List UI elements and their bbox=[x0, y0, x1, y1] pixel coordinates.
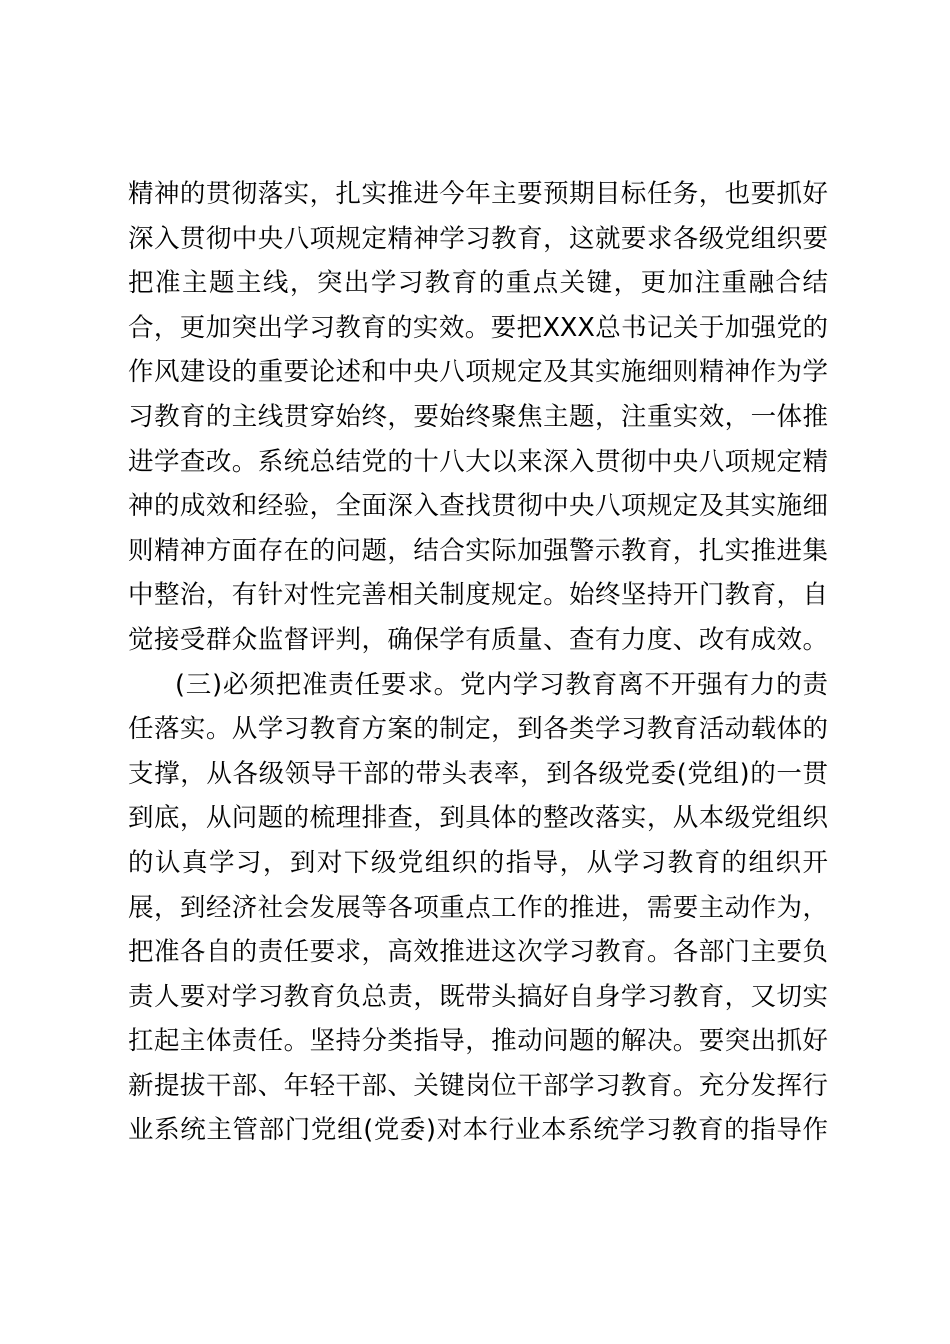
text-line: 到底，从问题的梳理排查，到具体的整改落实，从本级党组织 bbox=[128, 803, 828, 834]
text-line: 把准各自的责任要求，高效推进这次学习教育。各部门主要负 bbox=[128, 937, 828, 968]
text-line: 把准主题主线，突出学习教育的重点关键，更加注重融合结 bbox=[128, 268, 828, 299]
text-line: 的认真学习，到对下级党组织的指导，从学习教育的组织开 bbox=[128, 847, 828, 878]
paragraph-1 bbox=[128, 172, 828, 663]
text-line: 神的成效和经验，全面深入查找贯彻中央八项规定及其实施细 bbox=[128, 491, 828, 522]
text-line: 则精神方面存在的问题，结合实际加强警示教育，扎实推进集 bbox=[128, 535, 828, 566]
text-line: 觉接受群众监督评判，确保学有质量、查有力度、改有成效。 bbox=[128, 624, 828, 655]
body-text bbox=[128, 172, 828, 1153]
text-line: 扛起主体责任。坚持分类指导，推动问题的解决。要突出抓好 bbox=[128, 1026, 828, 1057]
text-line: 业系统主管部门党组(党委)对本行业本系统学习教育的指导作 bbox=[128, 1115, 828, 1146]
text-line: 新提拔干部、年轻干部、关键岗位干部学习教育。充分发挥行 bbox=[128, 1070, 828, 1101]
text-line: 责人要对学习教育负总责，既带头搞好自身学习教育，又切实 bbox=[128, 981, 828, 1012]
text-line: 展，到经济社会发展等各项重点工作的推进，需要主动作为， bbox=[128, 892, 828, 923]
text-line: 作风建设的重要论述和中央八项规定及其实施细则精神作为学 bbox=[128, 357, 828, 388]
text-line: 深入贯彻中央八项规定精神学习教育，这就要求各级党组织要 bbox=[128, 223, 828, 254]
text-line: 任落实。从学习教育方案的制定，到各类学习教育活动载体的 bbox=[128, 714, 828, 745]
paragraph-2 bbox=[128, 663, 828, 1154]
text-line: 进学查改。系统总结党的十八大以来深入贯彻中央八项规定精 bbox=[128, 446, 828, 477]
text-line: 精神的贯彻落实，扎实推进今年主要预期目标任务，也要抓好 bbox=[128, 179, 828, 209]
text-line: 合，更加突出学习教育的实效。要把XXX总书记关于加强党的 bbox=[128, 312, 828, 343]
text-line: 习教育的主线贯穿始终，要始终聚焦主题，注重实效，一体推 bbox=[128, 401, 828, 432]
text-line: (三)必须把准责任要求。党内学习教育离不开强有力的责 bbox=[175, 669, 828, 700]
text-line: 中整治，有针对性完善相关制度规定。始终坚持开门教育，自 bbox=[128, 580, 828, 611]
text-line: 支撑，从各级领导干部的带头表率，到各级党委(党组)的一贯 bbox=[128, 758, 828, 789]
